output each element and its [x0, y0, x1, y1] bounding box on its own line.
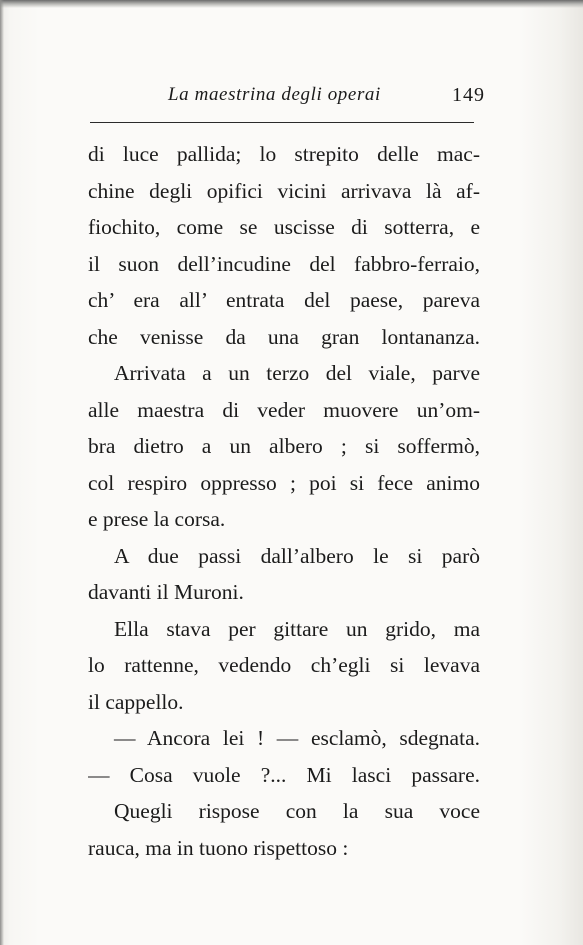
text-line: alle maestra di veder muovere un’om-	[88, 397, 480, 422]
text-line: di luce pallida; lo strepito delle mac-	[88, 142, 480, 166]
text-line: fiochito, come se uscisse di sotterra, e	[88, 215, 480, 239]
header-rule	[90, 122, 474, 123]
text-line: e prese la corsa.	[88, 507, 226, 531]
body-text	[88, 136, 480, 866]
text-line: il suon dell’incudine del fabbro-ferraio,	[88, 251, 480, 276]
text-line: il cappello.	[88, 689, 184, 714]
text-line: che venisse da una gran lontananza.	[88, 324, 480, 349]
text-line: davanti il Muroni.	[88, 580, 244, 604]
page-top-edge-shadow	[0, 0, 583, 8]
text-line: — Ancora lei ! — esclamò, sdegnata.	[114, 726, 480, 750]
text-line: Quegli rispose con la sua voce	[114, 799, 480, 823]
text-line: lo rattenne, vedendo ch’egli si levava	[88, 653, 480, 677]
page-number: 149	[452, 84, 485, 106]
text-line: bra dietro a un albero ; si soffermò,	[88, 434, 480, 458]
running-head	[90, 84, 485, 112]
text-line: Ella stava per gittare un grido, ma	[114, 616, 480, 641]
text-line: — Cosa vuole ?... Mi lasci passare.	[88, 762, 480, 787]
text-line: rauca, ma in tuono rispettoso :	[88, 835, 349, 860]
text-line: Arrivata a un terzo del viale, parve	[114, 361, 480, 385]
text-line: A due passi dall’albero le si parò	[114, 543, 480, 568]
running-title: La maestrina degli operai	[168, 84, 381, 105]
text-line: col respiro oppresso ; poi si fece animo	[88, 470, 480, 495]
text-line: ch’ era all’ entrata del paese, pareva	[88, 288, 480, 312]
page-binding-edge	[0, 0, 4, 945]
text-line: chine degli opifici vicini arrivava là af-	[88, 178, 480, 203]
